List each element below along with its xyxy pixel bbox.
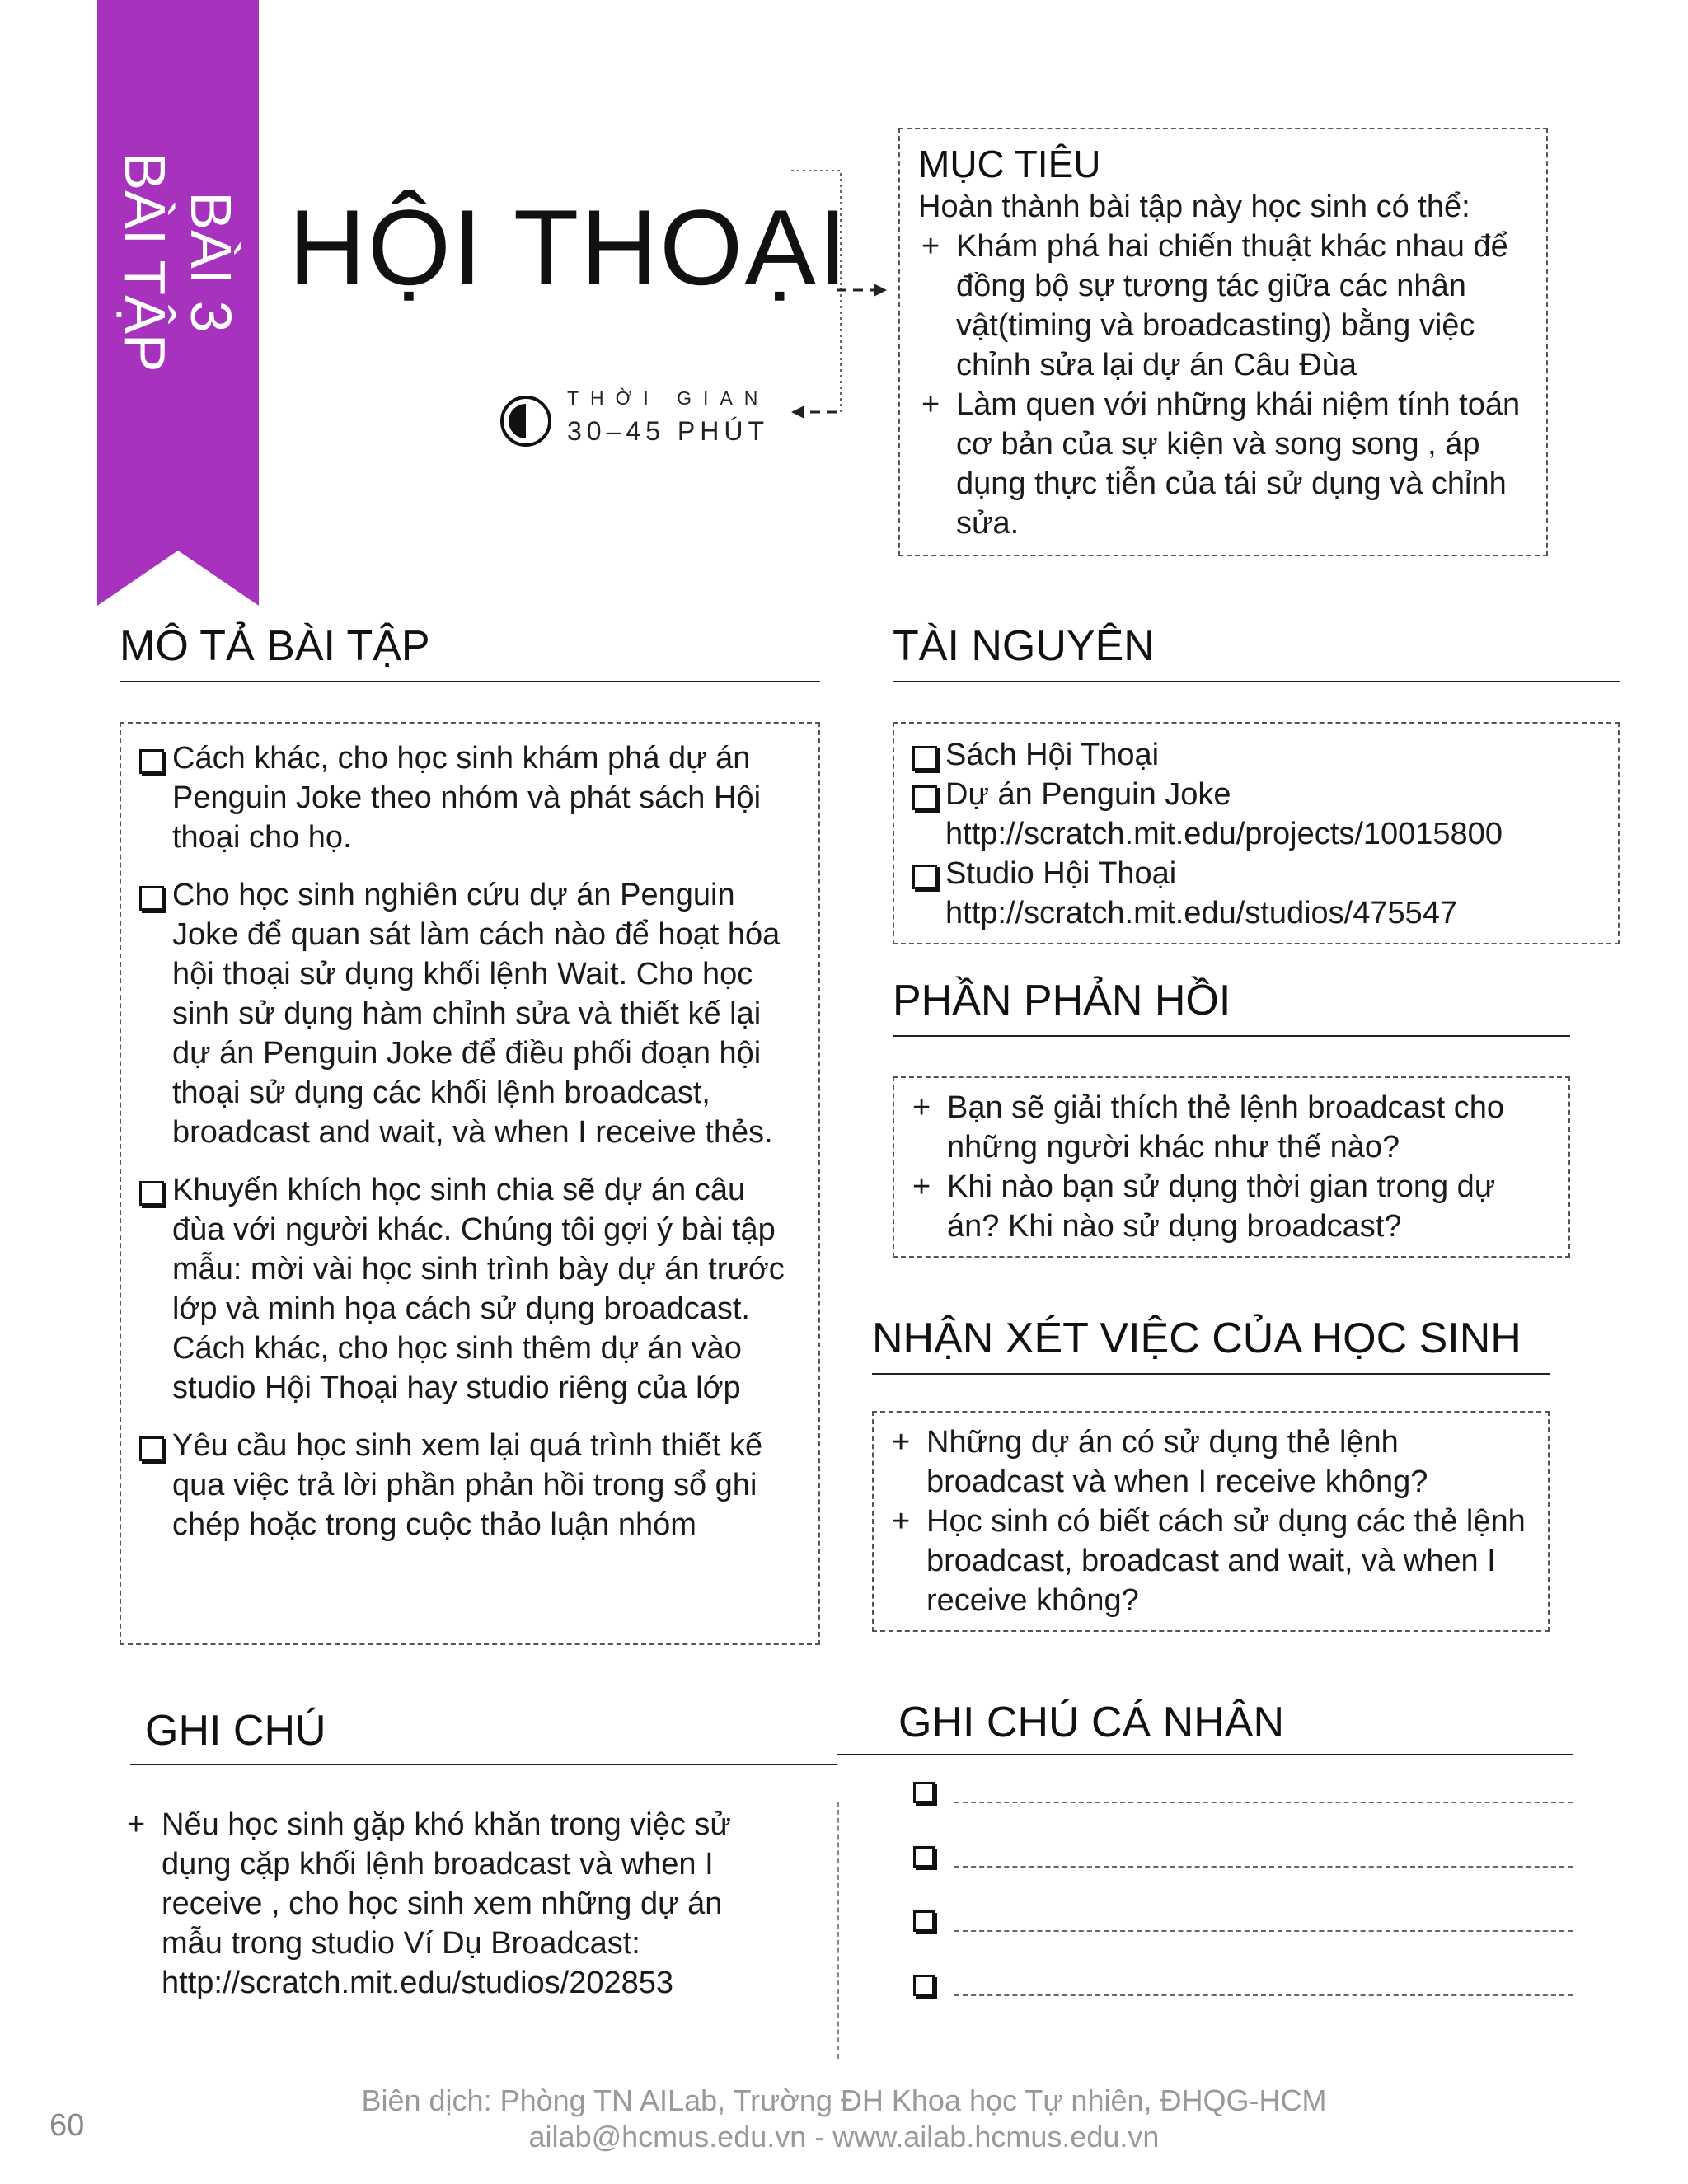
- description-title: MÔ TẢ BÀI TẬP: [120, 622, 430, 670]
- reflection-list: [909, 1088, 1554, 1246]
- time-value: 30–45 PHÚT: [567, 416, 769, 446]
- write-line: [954, 1930, 1573, 1932]
- objectives-title: MỤC TIÊU: [918, 143, 1101, 185]
- notes-rule: [130, 1764, 837, 1765]
- time-label: THỜI GIAN: [567, 387, 770, 409]
- checkbox-icon[interactable]: [913, 1782, 935, 1803]
- personal-notes-title: GHI CHÚ CÁ NHÂN: [898, 1699, 1285, 1746]
- description-box: [120, 722, 820, 1645]
- description-list: [136, 738, 804, 1544]
- review-title: NHẬN XÉT VIỆC CỦA HỌC SINH: [872, 1315, 1522, 1362]
- notes-title: GHI CHÚ: [145, 1707, 326, 1755]
- resource-label: Studio Hội Thoại: [945, 856, 1177, 891]
- description-item: Khuyến khích học sinh chia sẽ dự án câu đùa với người khác. Chúng tôi gợi ý bài tập mẫu: mời vài học sinh trình bày dự án trước lớp và minh họa cách sử dụng broadcast. Cách khác, cho học sinh thêm dự án vào studio Hội Thoại hay studio riêng của lớp: [136, 1170, 804, 1408]
- review-item: + Những dự án có sử dụng thẻ lệnh broadcast và when I receive không?: [889, 1422, 1533, 1502]
- description-item: Cho học sinh nghiên cứu dự án Penguin Joke để quan sát làm cách nào để hoạt hóa hội thoại sử dụng khối lệnh Wait. Cho học sinh sử dụng hàm chỉnh sửa và thiết kế lại dự án Penguin Joke để điều phối đoạn hội thoại sử dụng các khối lệnh broadcast, broadcast and wait, và when I receive thẻs.: [136, 875, 804, 1152]
- checkbox-icon[interactable]: [913, 1846, 935, 1868]
- resources-box: [893, 722, 1620, 944]
- page-title: HỘI THOẠI: [288, 187, 850, 307]
- review-rule: [872, 1373, 1550, 1375]
- personal-note-row[interactable]: [913, 1846, 1573, 1879]
- objectives-list: [918, 227, 1528, 543]
- personal-note-row[interactable]: [913, 1782, 1573, 1815]
- review-item: + Học sinh có biết cách sử dụng các thẻ lệnh broadcast, broadcast and wait, và when I receive không?: [889, 1502, 1533, 1620]
- write-line: [954, 1802, 1573, 1803]
- notes-body: [124, 1805, 783, 2003]
- personal-notes-rule: [837, 1754, 1573, 1755]
- review-list: [889, 1422, 1533, 1620]
- review-box: [872, 1411, 1550, 1632]
- description-rule: [120, 681, 820, 682]
- reflection-rule: [893, 1035, 1570, 1037]
- half-circle-clock-icon: [499, 394, 553, 448]
- resource-item: [909, 854, 1603, 933]
- notes-list: [124, 1805, 783, 2003]
- write-line: [954, 1866, 1573, 1868]
- resource-label: Sách Hội Thoại: [945, 738, 1160, 772]
- objectives-box: [898, 128, 1548, 556]
- checkbox-icon[interactable]: [913, 1910, 935, 1932]
- resources-rule: [893, 681, 1620, 682]
- resources-title: TÀI NGUYÊN: [893, 622, 1155, 670]
- objectives-intro: Hoàn thành bài tập này học sinh có thể:: [918, 190, 1470, 224]
- column-divider: [837, 1802, 839, 2059]
- reflection-box: [893, 1076, 1570, 1258]
- ribbon-lesson-type: BÀI TẬP: [113, 152, 177, 373]
- page-number: 60: [49, 2108, 85, 2143]
- reflection-item: + Bạn sẽ giải thích thẻ lệnh broadcast cho những người khác như thế nào?: [909, 1088, 1554, 1167]
- resource-link[interactable]: http://scratch.mit.edu/projects/10015800: [945, 817, 1503, 851]
- resource-label: Dự án Penguin Joke: [945, 777, 1231, 812]
- reflection-item: + Khi nào bạn sử dụng thời gian trong dự án? Khi nào sử dụng broadcast?: [909, 1167, 1554, 1246]
- description-item: Cách khác, cho học sinh khám phá dự án Penguin Joke theo nhóm và phát sách Hội thoại cho họ.: [136, 738, 804, 857]
- resources-list: [909, 735, 1603, 933]
- checkbox-icon[interactable]: [913, 1975, 935, 1996]
- resource-item: [909, 735, 1603, 775]
- reflection-title: PHẦN PHẢN HỒI: [893, 977, 1231, 1024]
- resource-item: [909, 775, 1603, 854]
- note-item: + Nếu học sinh gặp khó khăn trong việc sử dụng cặp khối lệnh broadcast và when I receive , cho học sinh xem những dự án mẫu trong studio Ví Dụ Broadcast: http://scratch.mit.edu/studios/202853: [124, 1805, 783, 2003]
- footer-contact: ailab@hcmus.edu.vn - www.ailab.hcmus.edu.vn: [528, 2120, 1160, 2154]
- footer-credit: Biên dịch: Phòng TN AILab, Trường ĐH Khoa học Tự nhiên, ĐHQG-HCM: [361, 2083, 1327, 2117]
- resource-link[interactable]: http://scratch.mit.edu/studios/475547: [945, 896, 1458, 930]
- objective-item: + Khám phá hai chiến thuật khác nhau để đồng bộ sự tương tác giữa các nhân vật(timing và broadcasting) bằng việc chỉnh sửa lại dự án Câu Đùa: [918, 227, 1528, 385]
- description-item: Yêu cầu học sinh xem lại quá trình thiết kế qua việc trả lời phần phản hồi trong sổ ghi chép hoặc trong cuộc thảo luận nhóm: [136, 1426, 804, 1544]
- write-line: [954, 1994, 1573, 1996]
- ribbon-lesson-number: BÀI 3: [179, 191, 243, 333]
- personal-note-row[interactable]: [913, 1975, 1573, 2008]
- objective-item: + Làm quen với những khái niệm tính toán cơ bản của sự kiện và song song , áp dụng thực tiễn của tái sử dụng và chỉnh sửa.: [918, 385, 1528, 543]
- personal-note-row[interactable]: [913, 1910, 1573, 1943]
